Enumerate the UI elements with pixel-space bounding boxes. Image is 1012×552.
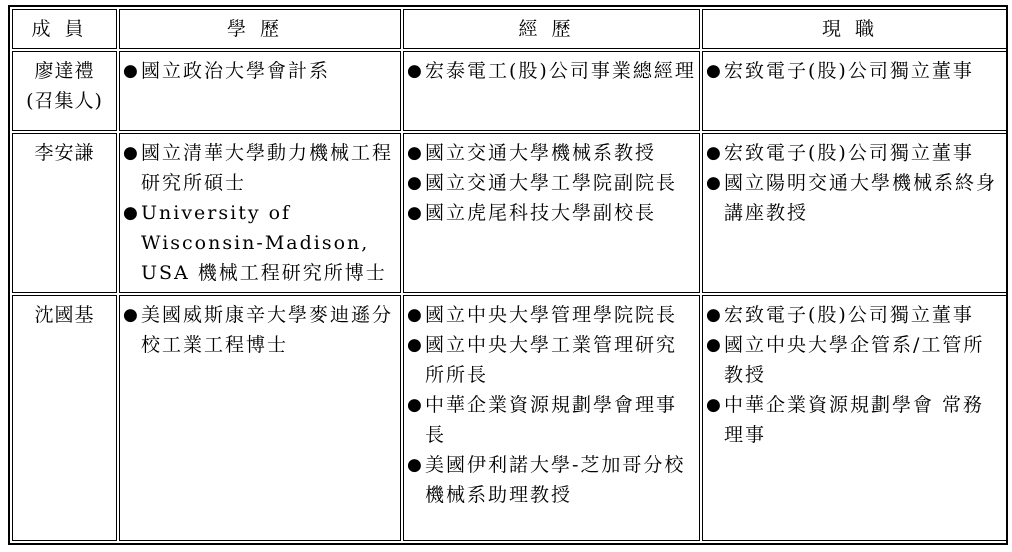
entry-text: 國立中央大學管理學院院長 — [425, 304, 678, 326]
list-entry — [706, 56, 1004, 86]
list-entry — [407, 56, 696, 86]
entry-text: 中華企業資源規劃學會理事長 — [425, 394, 678, 446]
list-entry — [407, 390, 696, 450]
list-entry — [706, 300, 1004, 330]
current-position-cell — [702, 295, 1008, 541]
entry-text: 宏致電子(股)公司獨立董事 — [724, 142, 974, 164]
entry-text: 美國伊利諾大學-芝加哥分校機械系助理教授 — [425, 454, 686, 506]
list-entry — [407, 450, 696, 510]
table-body — [12, 51, 1008, 541]
bullet-icon: ● — [706, 173, 721, 193]
bullet-icon: ● — [706, 61, 721, 81]
bullet-icon: ● — [407, 455, 422, 475]
education-cell — [119, 133, 401, 293]
list-entry — [123, 138, 397, 198]
current-position-cell — [702, 51, 1008, 131]
member-row — [12, 295, 1008, 541]
header-member: 成員 — [12, 9, 117, 49]
member-name: 廖達禮 — [34, 60, 95, 82]
entry-text: 國立交通大學工學院副院長 — [425, 172, 678, 194]
bullet-icon: ● — [706, 335, 721, 355]
member-name: 李安謙 — [34, 142, 95, 164]
list-entry — [706, 330, 1004, 390]
bullet-icon: ● — [407, 305, 422, 325]
list-entry — [407, 300, 696, 330]
bullet-icon: ● — [123, 203, 138, 223]
list-entry — [123, 300, 397, 360]
entry-text: 國立中央大學工業管理研究所所長 — [425, 334, 678, 386]
bullet-icon: ● — [407, 335, 422, 355]
entry-text: 中華企業資源規劃學會 常務理事 — [724, 394, 985, 446]
member-name-cell — [12, 295, 117, 541]
committee-members-table — [10, 7, 1010, 543]
entry-text: 宏致電子(股)公司獨立董事 — [724, 304, 974, 326]
header-row — [12, 9, 1008, 49]
member-name-cell — [12, 133, 117, 293]
member-row — [12, 51, 1008, 131]
bullet-icon: ● — [407, 203, 422, 223]
entry-text: 宏泰電工(股)公司事業總經理 — [425, 60, 696, 82]
bullet-icon: ● — [706, 395, 721, 415]
entry-text: University of Wisconsin-Madison, USA 機械工程研究所博士 — [141, 202, 387, 284]
bullet-icon: ● — [407, 395, 422, 415]
bullet-icon: ● — [407, 143, 422, 163]
entry-text: 國立虎尾科技大學副校長 — [425, 202, 657, 224]
education-cell — [119, 51, 401, 131]
bullet-icon: ● — [123, 61, 138, 81]
member-row — [12, 133, 1008, 293]
list-entry — [706, 390, 1004, 450]
member-role: (召集人) — [26, 90, 103, 112]
bullet-icon: ● — [407, 173, 422, 193]
header-education: 學歷 — [119, 9, 401, 49]
header-experience: 經歷 — [403, 9, 700, 49]
member-name-cell — [12, 51, 117, 131]
header-current-position: 現職 — [702, 9, 1008, 49]
entry-text: 美國威斯康辛大學麥迪遜分校工業工程博士 — [141, 304, 394, 356]
committee-table-frame — [8, 5, 1008, 545]
experience-cell — [403, 51, 700, 131]
entry-text: 國立中央大學企管系/工管所教授 — [724, 334, 985, 386]
entry-text: 國立陽明交通大學機械系終身講座教授 — [724, 172, 998, 224]
education-cell — [119, 295, 401, 541]
experience-cell — [403, 295, 700, 541]
bullet-icon: ● — [123, 305, 138, 325]
entry-text: 國立交通大學機械系教授 — [425, 142, 657, 164]
entry-text: 宏致電子(股)公司獨立董事 — [724, 60, 974, 82]
list-entry — [706, 138, 1004, 168]
experience-cell — [403, 133, 700, 293]
entry-text: 國立清華大學動力機械工程研究所碩士 — [141, 142, 394, 194]
bullet-icon: ● — [123, 143, 138, 163]
bullet-icon: ● — [706, 143, 721, 163]
member-name: 沈國基 — [34, 304, 95, 326]
list-entry — [123, 198, 397, 288]
list-entry — [407, 138, 696, 168]
list-entry — [407, 198, 696, 228]
list-entry — [706, 168, 1004, 228]
bullet-icon: ● — [706, 305, 721, 325]
list-entry — [123, 56, 397, 86]
bullet-icon: ● — [407, 61, 422, 81]
entry-text: 國立政治大學會計系 — [141, 60, 331, 82]
current-position-cell — [702, 133, 1008, 293]
list-entry — [407, 168, 696, 198]
list-entry — [407, 330, 696, 390]
